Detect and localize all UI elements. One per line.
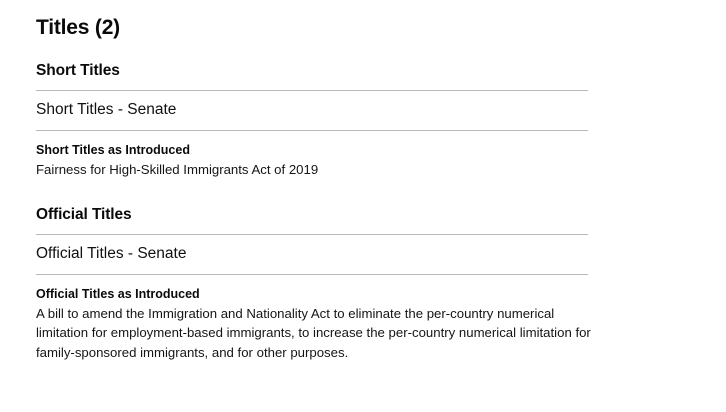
section-official-titles — [36, 206, 690, 363]
entry-text-official-titles-as-introduced: A bill to amend the Immigration and Nationality Act to eliminate the per-country numerical limitation for employment-based immigrants, to increase the per-country numerical limitation for family-sponsored immigrants, and for other purposes. — [36, 305, 591, 360]
section-heading-short-titles: Short Titles — [36, 62, 120, 79]
entry-short-titles-as-introduced — [36, 131, 690, 180]
section-spacer — [36, 180, 690, 206]
entry-official-titles-as-introduced — [36, 275, 690, 363]
chamber-row-official-titles: Official Titles - Senate — [36, 244, 187, 262]
entry-label-official-titles-as-introduced: Official Titles as Introduced — [36, 286, 200, 301]
entry-text-short-titles-as-introduced: Fairness for High-Skilled Immigrants Act of 2019 — [36, 162, 319, 177]
section-short-titles — [36, 62, 690, 180]
chamber-row-short-titles: Short Titles - Senate — [36, 101, 177, 118]
page-title: Titles (2) — [36, 16, 120, 39]
section-heading-official-titles: Official Titles — [36, 205, 132, 223]
entry-label-short-titles-as-introduced: Short Titles as Introduced — [36, 143, 190, 157]
